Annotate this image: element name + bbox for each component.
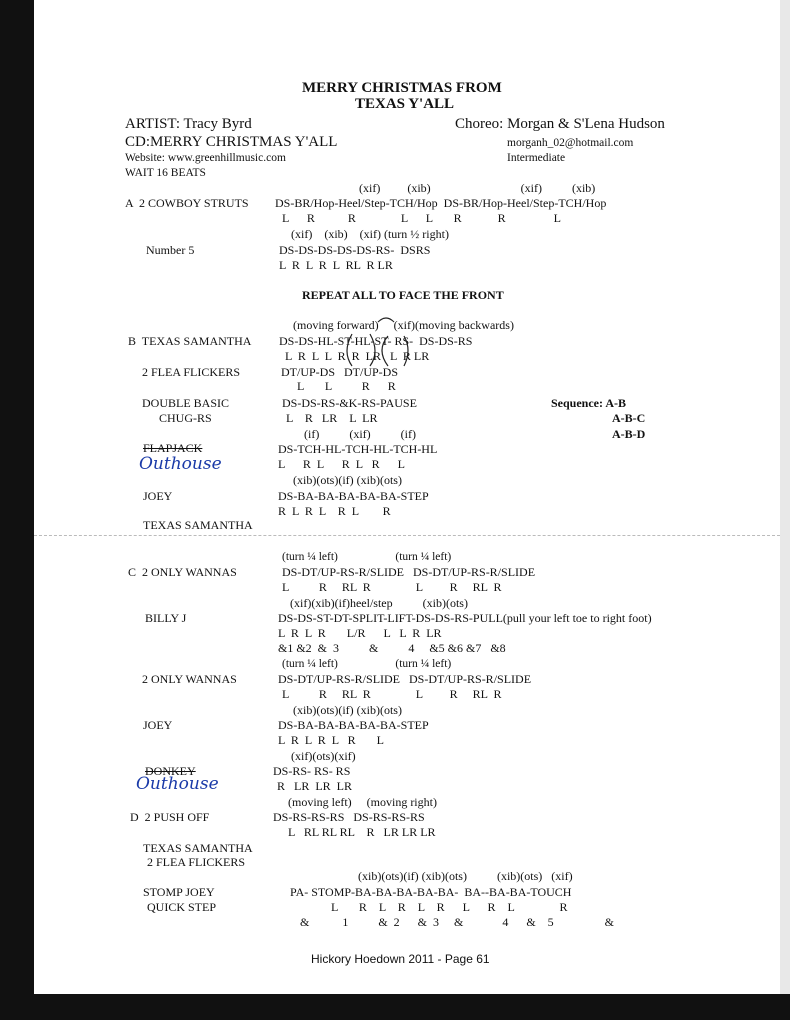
step-sequence: DS-BA-BA-BA-BA-BA-STEP xyxy=(278,489,429,503)
artist: ARTIST: Tracy Byrd xyxy=(125,116,252,132)
step-cues: (turn ¼ left) (turn ¼ left) xyxy=(282,551,452,563)
beat-counts: &1 &2 & 3 & 4 &5 &6 &7 &8 xyxy=(278,641,506,655)
step-name-sub: QUICK STEP xyxy=(147,900,217,914)
step-name: 2 FLEA FLICKERS xyxy=(147,855,246,869)
beat-counts: & 1 & 2 & 3 & 4 & 5 & xyxy=(300,915,615,929)
page-fold-line xyxy=(34,535,780,536)
step-cues: (xif)(xib)(if)heel/step (xib)(ots) xyxy=(290,596,468,610)
step-name-crossed: FLAPJACK xyxy=(143,441,203,455)
step-cues: (xib)(ots)(if) (xib)(ots) xyxy=(293,703,402,717)
scan-bottom-edge xyxy=(0,994,790,1020)
foot-pattern: L R L L R R LR L R LR xyxy=(285,349,430,363)
handwritten-step-name: Outhouse xyxy=(139,454,222,474)
foot-pattern: L R LR L LR xyxy=(286,411,378,425)
sequence-label: Sequence: A-B xyxy=(551,396,626,410)
foot-pattern: L R RL R L R RL R xyxy=(282,687,502,701)
repeat-instruction: REPEAT ALL TO FACE THE FRONT xyxy=(302,288,504,302)
step-name xyxy=(125,196,249,210)
foot-pattern: L RL RL RL R LR LR LR xyxy=(288,825,436,839)
foot-pattern: L R L R L RL R LR xyxy=(279,258,393,272)
foot-pattern: L R R L L R R L xyxy=(282,211,561,225)
step-name: TEXAS SAMANTHA xyxy=(143,518,253,532)
step-name: STOMP JOEY xyxy=(143,885,215,899)
foot-pattern: L R RL R L R RL R xyxy=(282,580,502,594)
foot-pattern: L R L R L R L xyxy=(278,457,405,471)
foot-pattern: R LR LR LR xyxy=(277,779,353,793)
step-sequence: DS-BR/Hop-Heel/Step-TCH/Hop DS-BR/Hop-Heel/Step-TCH/Hop xyxy=(275,196,607,210)
handwritten-step-name: Outhouse xyxy=(136,774,219,794)
step-cues: (xif) (xib) (xif) (xib) xyxy=(359,181,596,195)
handwritten-markup xyxy=(330,312,410,372)
step-name: TEXAS SAMANTHA xyxy=(143,841,253,855)
page-title-line1: MERRY CHRISTMAS FROM xyxy=(302,80,502,96)
page-footer: Hickory Hoedown 2011 - Page 61 xyxy=(311,952,490,966)
sequence-item: A-B-C xyxy=(612,411,646,425)
difficulty-level: Intermediate xyxy=(507,152,566,164)
cd-title: CD:MERRY CHRISTMAS Y'ALL xyxy=(125,134,338,150)
step-name: B TEXAS SAMANTHA xyxy=(128,334,252,348)
step-name: 2 ONLY WANNAS xyxy=(142,672,237,686)
step-cues: (xif) (xib) (xif) (turn ½ right) xyxy=(291,227,449,241)
step-sequence: DS-BA-BA-BA-BA-BA-STEP xyxy=(278,718,429,732)
foot-pattern: L L R R xyxy=(297,379,396,393)
sequence-item: A-B-D xyxy=(612,427,646,441)
step-sequence: DS-RS- RS- RS xyxy=(273,764,351,778)
step-name-sub: CHUG-RS xyxy=(159,411,212,425)
step-cues: (xif)(ots)(xif) xyxy=(291,749,356,763)
step-cues: (moving forward) (xif)(moving backwards) xyxy=(293,318,514,332)
step-sequence: DS-DS-ST-DT-SPLIT-LIFT-DS-DS-RS-PULL(pull your left toe to right foot) xyxy=(278,611,652,625)
step-name: Number 5 xyxy=(146,243,195,257)
scan-left-edge xyxy=(0,0,34,1020)
foot-pattern: R L R L R L R xyxy=(278,504,391,518)
foot-pattern: L R L R L R L xyxy=(278,733,384,747)
step-name: DOUBLE BASIC xyxy=(142,396,230,410)
step-sequence: DS-RS-RS-RS DS-RS-RS-RS xyxy=(273,810,425,824)
step-sequence: DS-TCH-HL-TCH-HL-TCH-HL xyxy=(278,442,438,456)
wait-beats: WAIT 16 BEATS xyxy=(125,167,206,179)
step-name: C 2 ONLY WANNAS xyxy=(128,565,237,579)
step-cues: (if) (xif) (if) xyxy=(304,427,416,441)
step-sequence: DS-DS-RS-&K-RS-PAUSE xyxy=(282,396,417,410)
contact-email: morganh_02@hotmail.com xyxy=(507,137,634,149)
choreographer: Choreo: Morgan & S'Lena Hudson xyxy=(455,116,665,132)
step-sequence: DS-DT/UP-RS-R/SLIDE DS-DT/UP-RS-R/SLIDE xyxy=(278,672,532,686)
step-cues: (moving left) (moving right) xyxy=(288,795,437,809)
step-name: 2 FLEA FLICKERS xyxy=(142,365,241,379)
step-name: BILLY J xyxy=(145,611,187,625)
step-name: JOEY xyxy=(143,489,173,503)
step-sequence: DT/UP-DS DT/UP-DS xyxy=(281,365,399,379)
step-name: D 2 PUSH OFF xyxy=(130,810,210,824)
foot-pattern: L R L R L/R L L R LR xyxy=(278,626,442,640)
step-sequence: PA- STOMP-BA-BA-BA-BA-BA- BA--BA-BA-TOUCH xyxy=(290,885,572,899)
website: Website: www.greenhillmusic.com xyxy=(125,152,286,164)
step-name-crossed: DONKEY xyxy=(145,764,196,778)
step-sequence: DS-DS-DS-DS-DS-RS- DSRS xyxy=(279,243,431,257)
step-cues: (turn ¼ left) (turn ¼ left) xyxy=(282,658,452,670)
step-sequence: DS-DT/UP-RS-R/SLIDE DS-DT/UP-RS-R/SLIDE xyxy=(282,565,536,579)
step-name: JOEY xyxy=(143,718,173,732)
page-title-line2: TEXAS Y'ALL xyxy=(355,96,455,112)
step-cues: (xib)(ots)(if) (xib)(ots) xyxy=(293,473,402,487)
step-sequence: DS-DS-HL-ST-HL-ST- RS- DS-DS-RS xyxy=(279,334,473,348)
step-name-text: A 2 COWBOY STRUTS xyxy=(125,196,249,210)
step-cues: (xib)(ots)(if) (xib)(ots) (xib)(ots) (xif) xyxy=(358,869,573,883)
scan-right-edge xyxy=(780,0,790,1020)
foot-pattern: L R L R L R L R L R xyxy=(331,900,568,914)
